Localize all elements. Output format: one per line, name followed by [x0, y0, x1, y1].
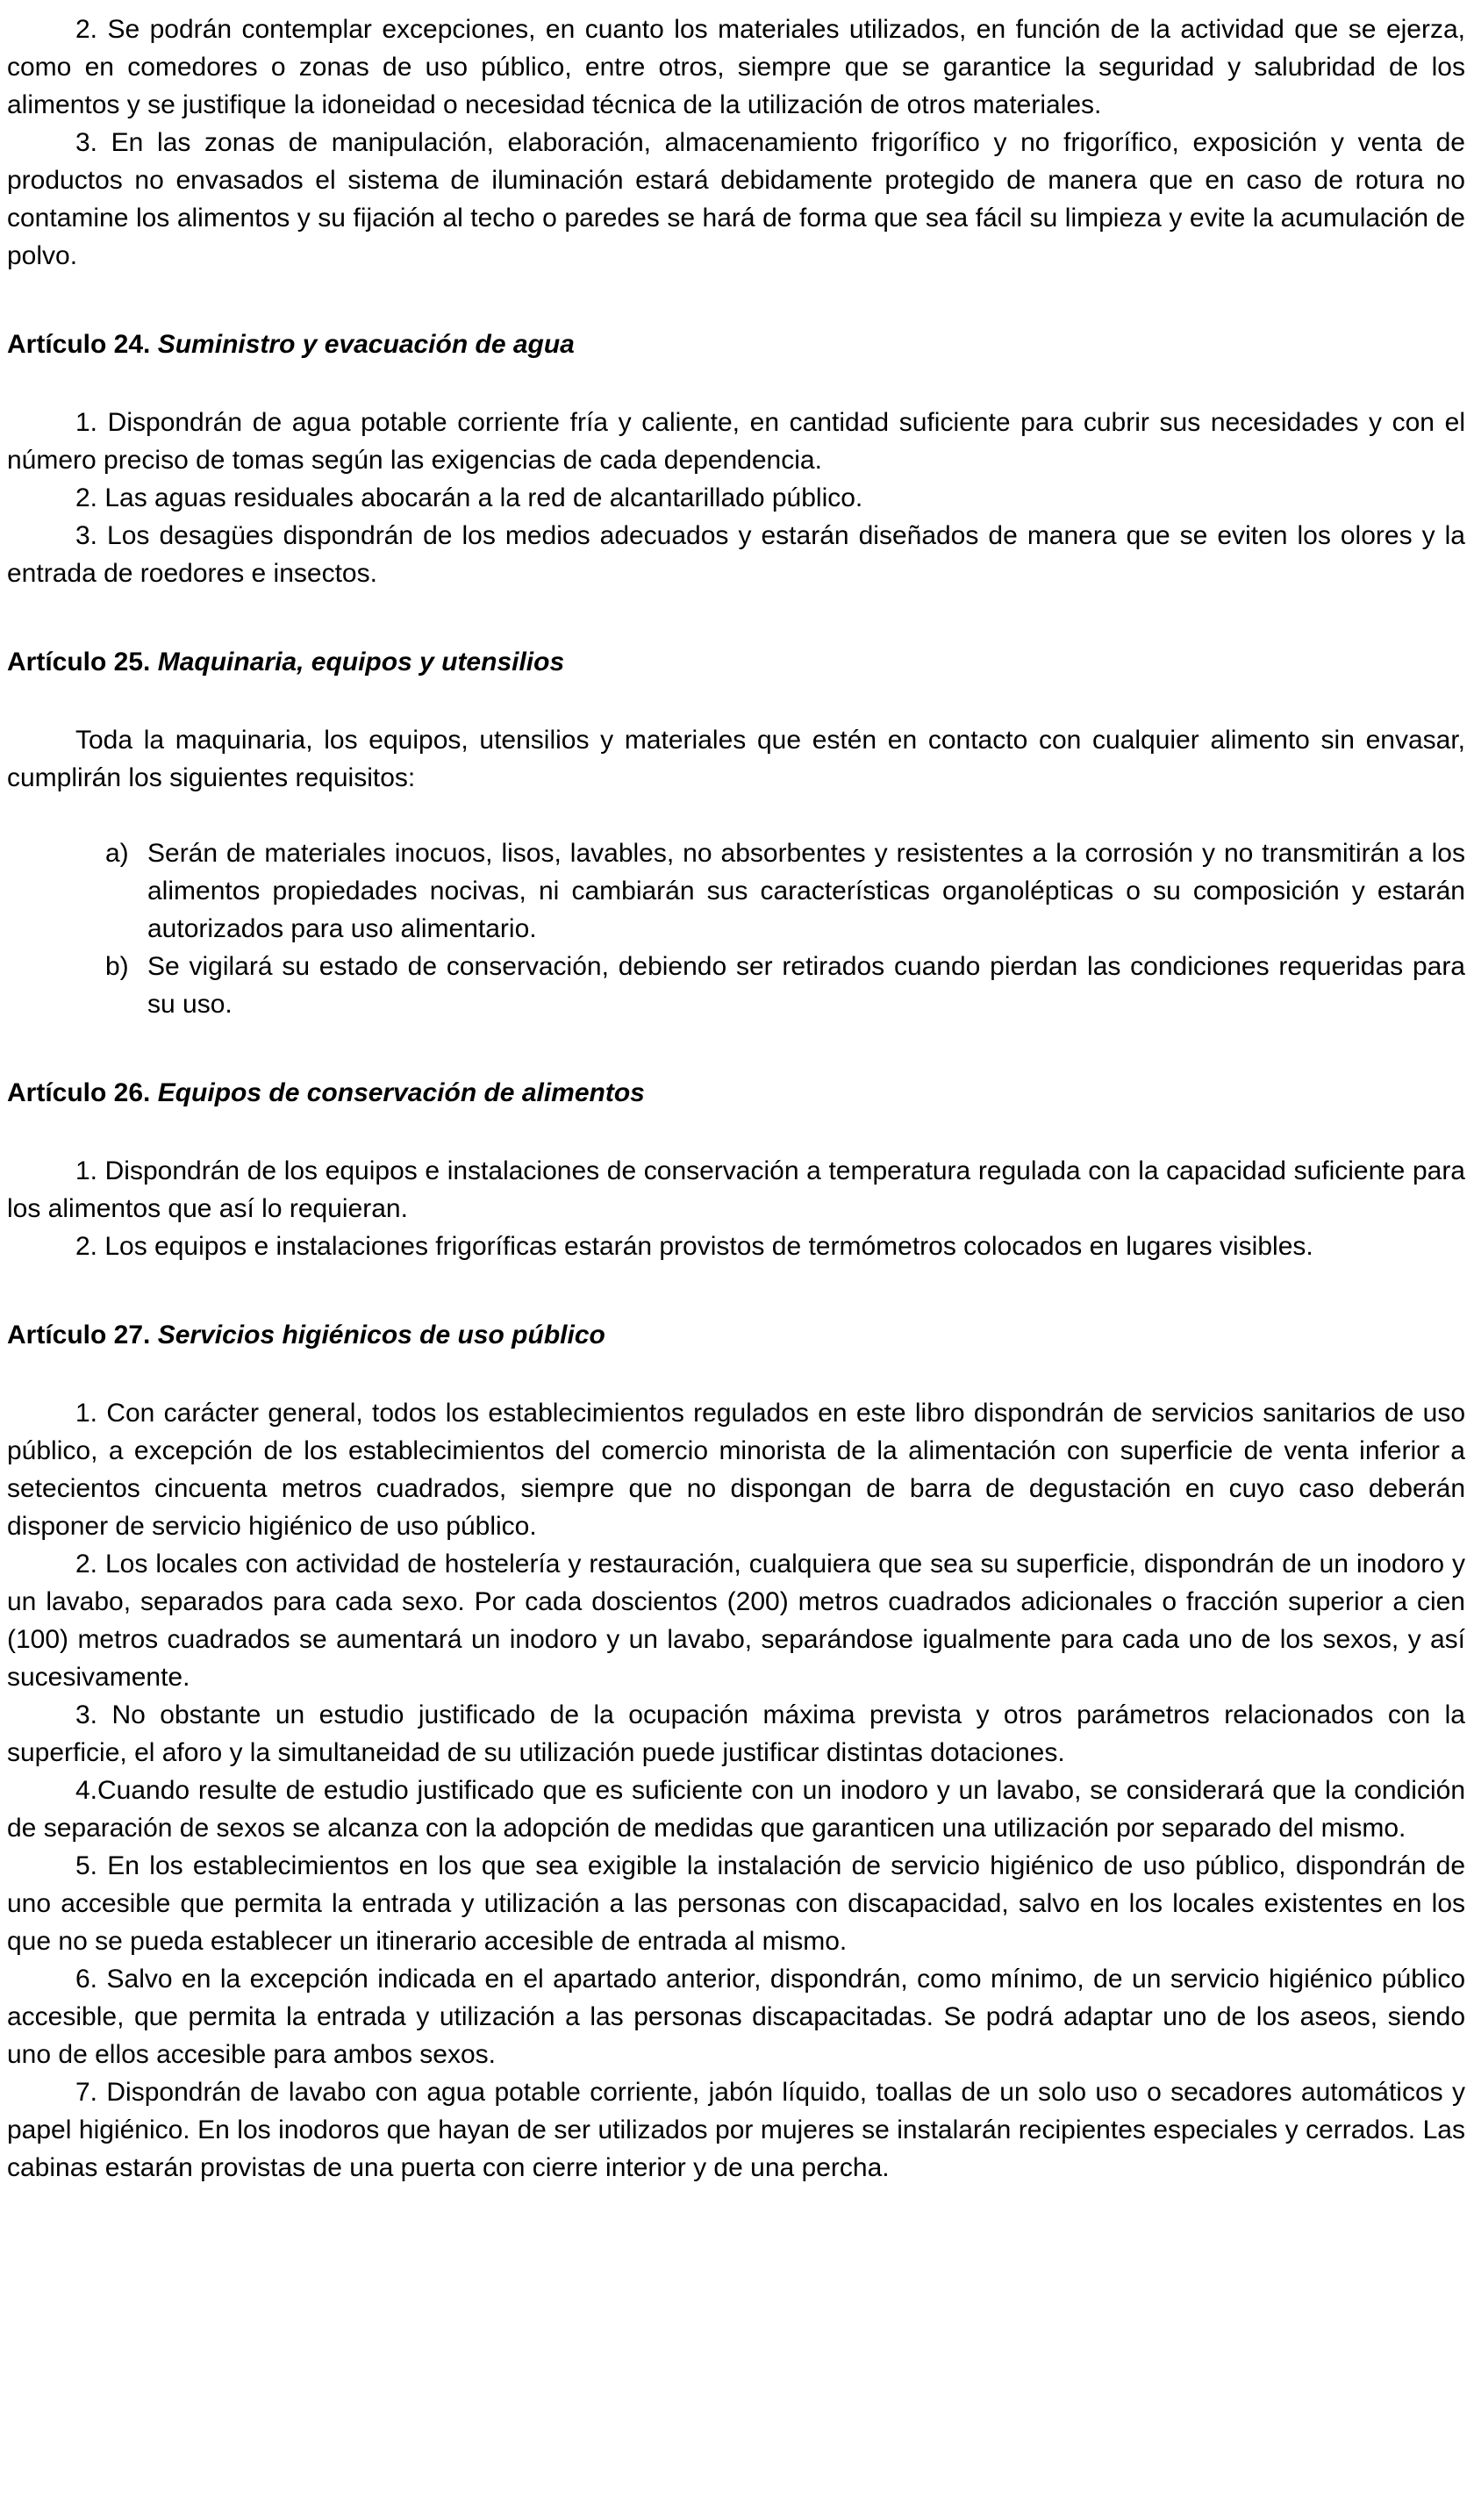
paragraph: 2. Los equipos e instalaciones frigoríficas estarán provistos de termómetros colocados en lugares visibles.	[75, 1232, 1313, 1261]
article-25-heading	[7, 643, 1465, 681]
article-number: Artículo 24.	[7, 330, 151, 359]
list-marker: a)	[105, 839, 129, 868]
paragraph: 3. Los desagües dispondrán de los medios adecuados y estarán diseñados de manera que se eviten los olores y la entrada de roedores e insectos.	[7, 521, 1465, 588]
paragraph: 4.Cuando resulte de estudio justificado que es suficiente con un inodoro y un lavabo, se considerará que la condición de separación de sexos se alcanza con la adopción de medidas que garanticen una utilización por separado del mismo.	[7, 1776, 1465, 1843]
paragraph: 2. Las aguas residuales abocarán a la red de alcantarillado público.	[75, 483, 863, 512]
requirements-list	[7, 834, 1465, 1023]
list-item-text: Se vigilará su estado de conservación, debiendo ser retirados cuando pierdan las condiciones requeridas para su uso.	[147, 952, 1465, 1019]
paragraph: 5. En los establecimientos en los que sea exigible la instalación de servicio higiénico de uso público, dispondrán de uno accesible que permita la entrada y utilización a las personas con discapacidad, salvo en los locales existentes en los que no se pueda establecer un itinerario accesible de entrada al mismo.	[7, 1851, 1465, 1956]
list-marker: b)	[105, 952, 129, 981]
list-item-text: Serán de materiales inocuos, lisos, lavables, no absorbentes y resistentes a la corrosión y no transmitirán a los alimentos propiedades nocivas, ni cambiarán sus características organolépticas o su composición y estarán autorizados para uso alimentario.	[147, 839, 1465, 943]
paragraph: 3. No obstante un estudio justificado de la ocupación máxima prevista y otros parámetros relacionados con la superficie, el aforo y la simultaneidad de su utilización puede justificar distintas dotaciones.	[7, 1700, 1465, 1767]
list-item	[105, 834, 1465, 948]
paragraph: 7. Dispondrán de lavabo con agua potable corriente, jabón líquido, toallas de un solo uso o secadores automáticos y papel higiénico. En los inodoros que hayan de ser utilizados por mujeres se instalarán recipientes especiales y cerrados. Las cabinas estarán provistas de una puerta con cierre interior y de una percha.	[7, 2078, 1465, 2182]
paragraph: 6. Salvo en la excepción indicada en el apartado anterior, dispondrán, como mínimo, de un servicio higiénico público accesible, que permita la entrada y utilización a las personas discapacitadas. Se podrá adaptar uno de los aseos, siendo uno de ellos accesible para ambos sexos.	[7, 1965, 1465, 2069]
article-26-heading	[7, 1074, 1465, 1112]
article-title: Maquinaria, equipos y utensilios	[157, 648, 565, 677]
paragraph: 1. Dispondrán de los equipos e instalaciones de conservación a temperatura regulada con la capacidad suficiente para los alimentos que así lo requieran.	[7, 1156, 1465, 1223]
article-title: Suministro y evacuación de agua	[157, 330, 575, 359]
article-title: Servicios higiénicos de uso público	[157, 1321, 605, 1349]
article-number: Artículo 25.	[7, 648, 151, 677]
paragraph: 2. Los locales con actividad de hostelería y restauración, cualquiera que sea su superficie, dispondrán de un inodoro y un lavabo, separados para cada sexo. Por cada doscientos (200) metros cuadrados adicionales o fracción superior a cien (100) metros cuadrados se aumentará un inodoro y un lavabo, separándose igualmente para cada uno de los sexos, y así sucesivamente.	[7, 1550, 1465, 1692]
article-24-heading	[7, 326, 1465, 363]
paragraph: 3. En las zonas de manipulación, elaboración, almacenamiento frigorífico y no frigorífico, exposición y venta de productos no envasados el sistema de iluminación estará debidamente protegido de manera que en caso de rotura no contamine los alimentos y su fijación al techo o paredes se hará de forma que sea fácil su limpieza y evite la acumulación de polvo.	[7, 128, 1465, 270]
paragraph: 1. Con carácter general, todos los establecimientos regulados en este libro dispondrán de servicios sanitarios de uso público, a excepción de los establecimientos del comercio minorista de la alimentación con superficie de venta inferior a setecientos cincuenta metros cuadrados, siempre que no dispongan de barra de degustación en cuyo caso deberán disponer de servicio higiénico de uso público.	[7, 1399, 1465, 1541]
paragraph: 2. Se podrán contemplar excepciones, en cuanto los materiales utilizados, en función de la actividad que se ejerza, como en comedores o zonas de uso público, entre otros, siempre que se garantice la seguridad y salubridad de los alimentos y se justifique la idoneidad o necesidad técnica de la utilización de otros materiales.	[7, 15, 1465, 119]
paragraph: Toda la maquinaria, los equipos, utensilios y materiales que estén en contacto con cualquier alimento sin envasar, cumplirán los siguientes requisitos:	[7, 726, 1465, 792]
list-item	[105, 948, 1465, 1023]
paragraph: 1. Dispondrán de agua potable corriente fría y caliente, en cantidad suficiente para cubrir sus necesidades y con el número preciso de tomas según las exigencias de cada dependencia.	[7, 408, 1465, 475]
article-number: Artículo 26.	[7, 1078, 151, 1107]
article-27-heading	[7, 1316, 1465, 1354]
article-number: Artículo 27.	[7, 1321, 151, 1349]
article-title: Equipos de conservación de alimentos	[157, 1078, 645, 1107]
